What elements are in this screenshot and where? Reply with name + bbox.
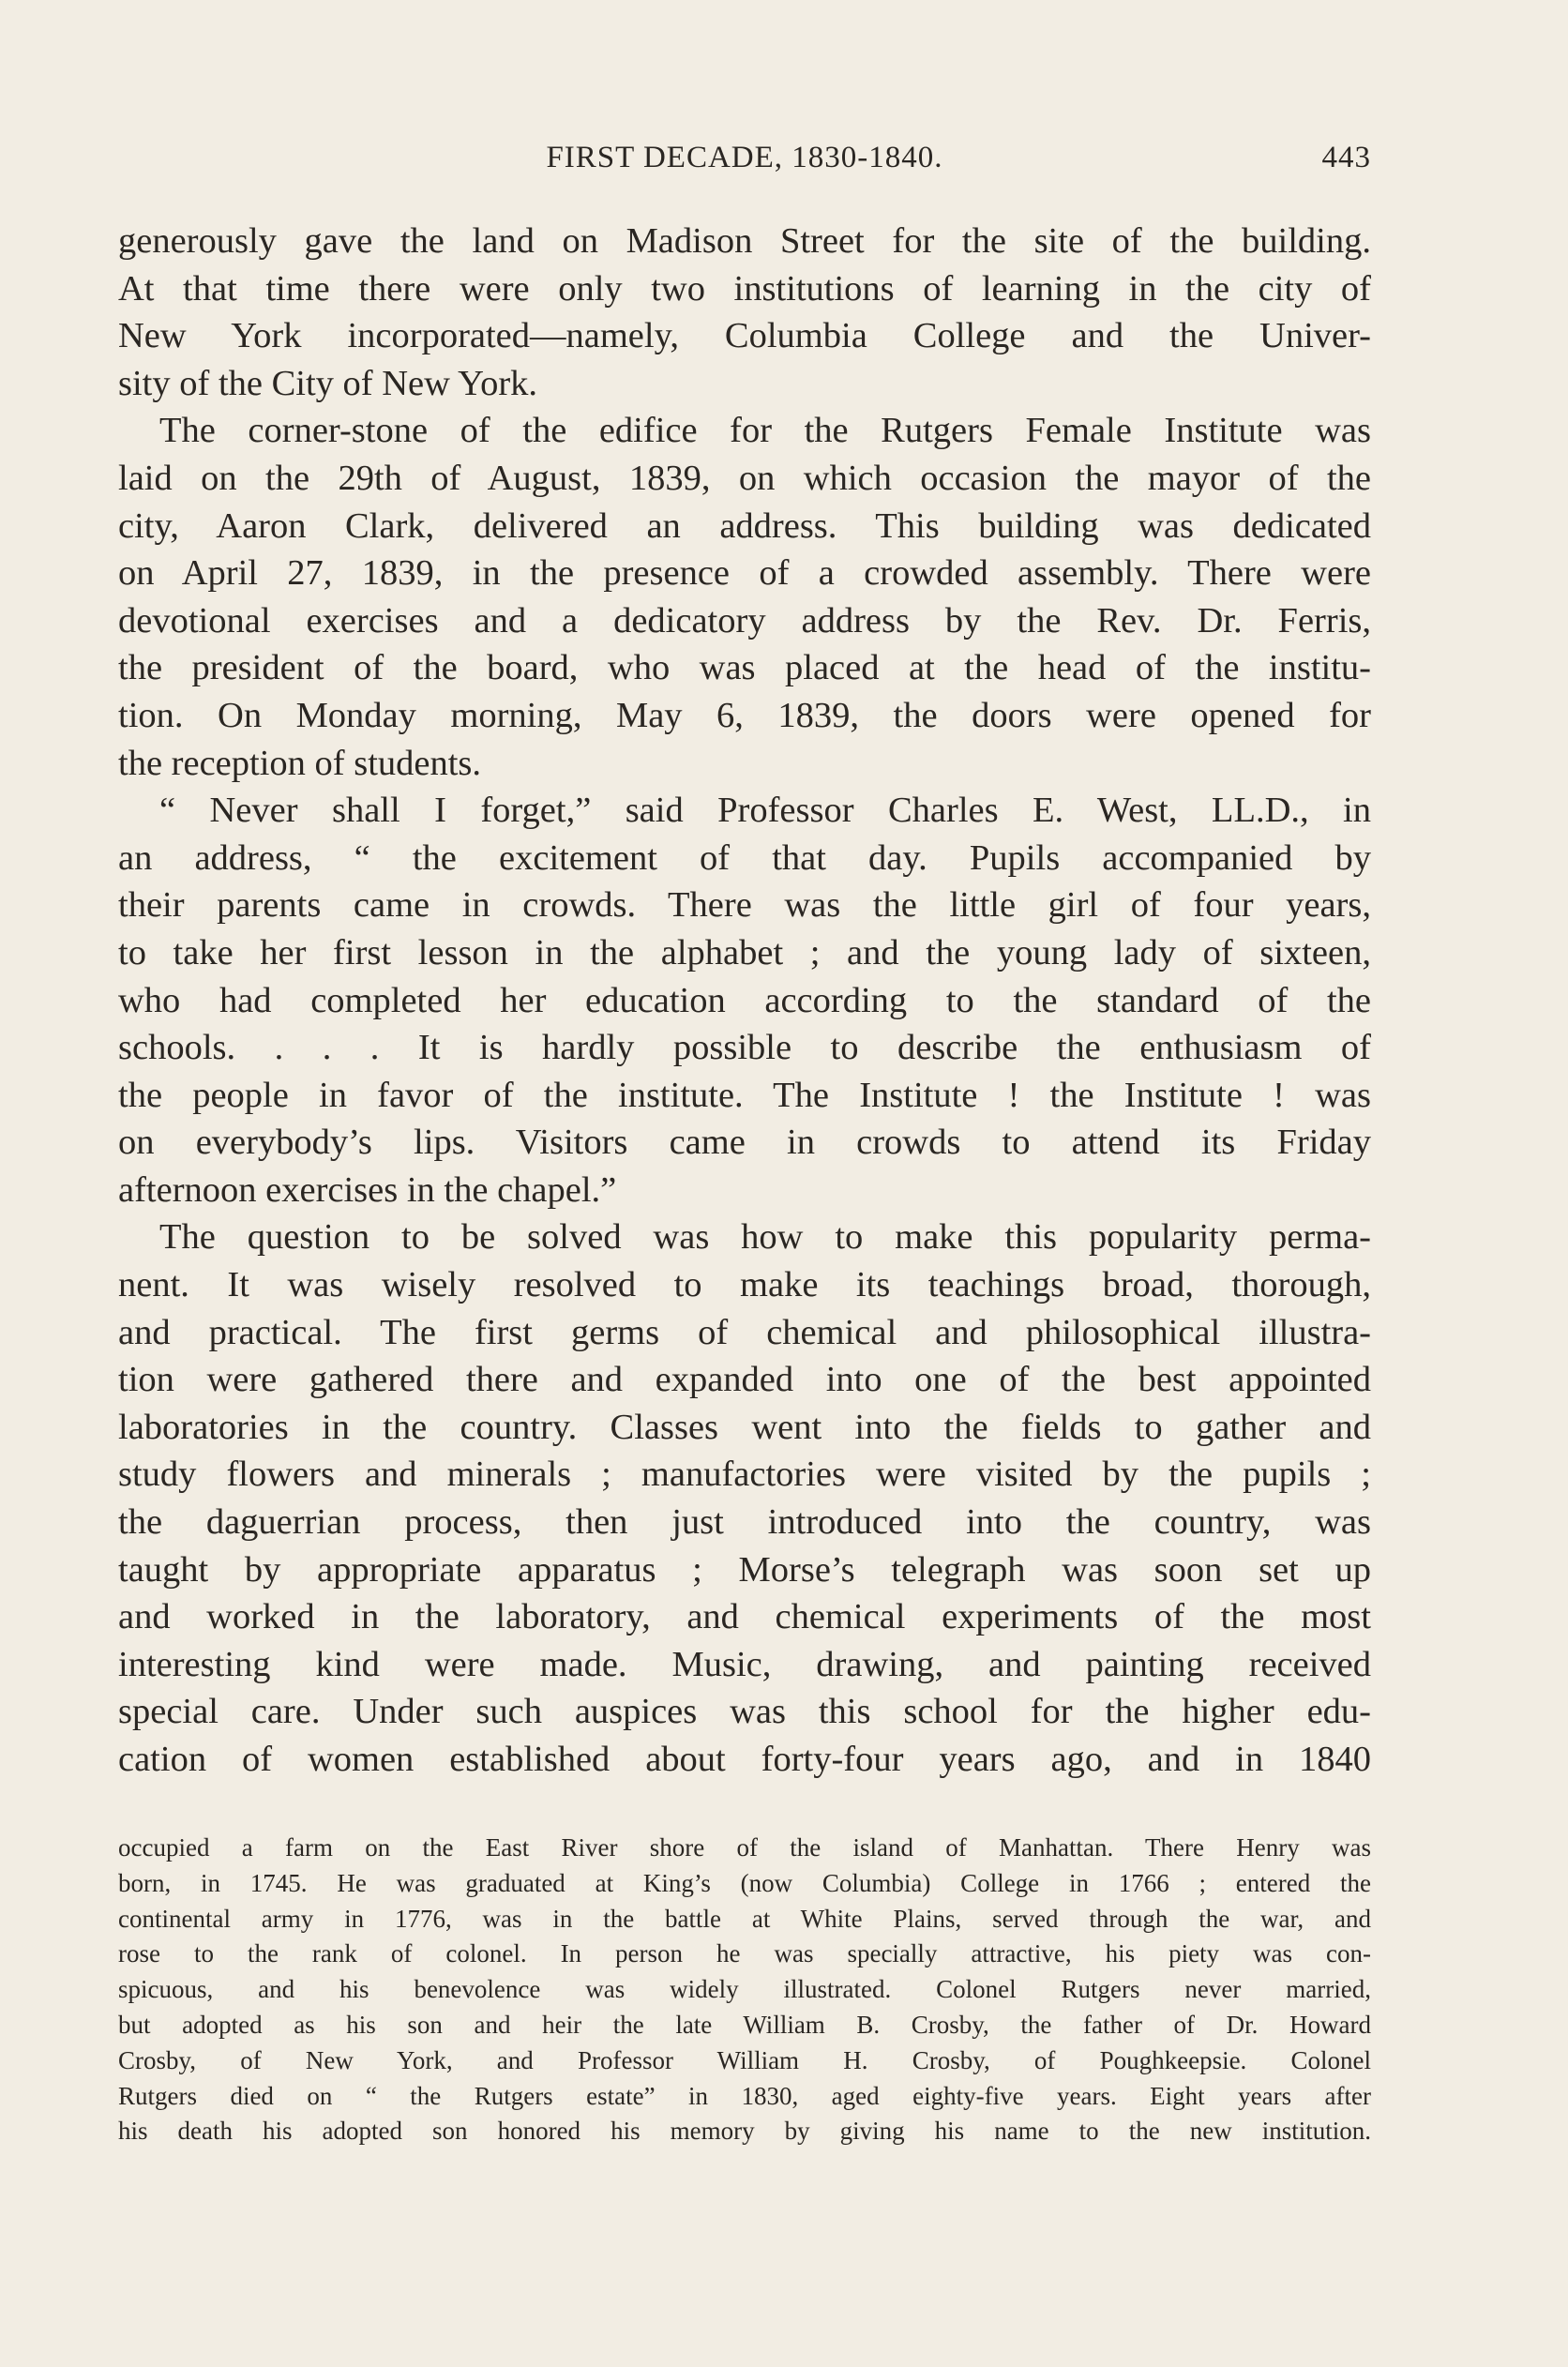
text-line: an address, “ the excitement of that day. Pupils accompanied by	[118, 837, 1371, 878]
text-line: “ Never shall I forget,” said Professor Charles E. West, LL.D., in	[159, 791, 1371, 831]
text-line: sity of the City of New York.	[118, 363, 538, 403]
footnote-line: rose to the rank of colonel. In person he was specially attractive, his piety was con-	[118, 1939, 1371, 1968]
text-line: city, Aaron Clark, delivered an address. This building was dedicated	[118, 505, 1371, 546]
running-head	[118, 141, 1371, 188]
text-line: study flowers and minerals ; manufactories were visited by the pupils ;	[118, 1455, 1371, 1495]
text-line: the president of the board, who was placed at the head of the institu-	[118, 648, 1371, 688]
footnote-line: Rutgers died on “ the Rutgers estate” in 1830, aged eighty-five years. Eight years after	[118, 2081, 1371, 2110]
text-line: the reception of students.	[118, 743, 482, 783]
text-line: generously gave the land on Madison Street for the site of the building.	[118, 221, 1371, 261]
text-line: devotional exercises and a dedicatory address by the Rev. Dr. Ferris,	[118, 600, 1371, 641]
text-line: on April 27, 1839, in the presence of a crowded assembly. There were	[118, 553, 1371, 594]
text-line: The question to be solved was how to make this popularity perma-	[159, 1217, 1371, 1258]
running-head-title: FIRST DECADE, 1830-1840.	[546, 141, 943, 174]
text-line: the people in favor of the institute. The Institute ! the Institute ! was	[118, 1075, 1371, 1115]
text-line: laid on the 29th of August, 1839, on which occasion the mayor of the	[118, 458, 1371, 498]
text-line: At that time there were only two institutions of learning in the city of	[118, 268, 1371, 309]
text-line: their parents came in crowds. There was the little girl of four years,	[118, 885, 1371, 926]
footnote-line: Crosby, of New York, and Professor William H. Crosby, of Poughkeepsie. Colonel	[118, 2045, 1371, 2074]
footnote-line: but adopted as his son and heir the late William B. Crosby, the father of Dr. Howard	[118, 2010, 1371, 2039]
text-line: and practical. The first germs of chemical and philosophical illustra-	[118, 1312, 1371, 1352]
text-line: and worked in the laboratory, and chemical experiments of the most	[118, 1597, 1371, 1637]
footnote-line: occupied a farm on the East River shore of the island of Manhattan. There Henry was	[118, 1833, 1371, 1862]
text-line: New York incorporated—namely, Columbia College and the Univer-	[118, 316, 1371, 356]
text-line: to take her first lesson in the alphabet ; and the young lady of sixteen,	[118, 932, 1371, 972]
text-line: cation of women established about forty-four years ago, and in 1840	[118, 1740, 1371, 1779]
text-line: tion. On Monday morning, May 6, 1839, the doors were opened for	[118, 695, 1371, 735]
text-line: special care. Under such auspices was this school for the higher edu-	[118, 1692, 1371, 1732]
text-line: tion were gathered there and expanded into one of the best appointed	[118, 1360, 1371, 1400]
text-line: nent. It was wisely resolved to make its teachings broad, thorough,	[118, 1265, 1371, 1305]
footnote-line: continental army in 1776, was in the battle at White Plains, served through the war, and	[118, 1904, 1371, 1933]
footnote-line: born, in 1745. He was graduated at King’s (now Columbia) College in 1766 ; entered the	[118, 1868, 1371, 1897]
text-line: laboratories in the country. Classes went into the fields to gather and	[118, 1407, 1371, 1447]
page-number: 443	[1321, 141, 1371, 174]
text-line: afternoon exercises in the chapel.”	[118, 1169, 617, 1210]
footnote-line: his death his adopted son honored his memory by giving his name to the new institution.	[118, 2117, 1371, 2146]
text-line: taught by appropriate apparatus ; Morse’s telegraph was soon set up	[118, 1549, 1371, 1590]
footnote	[118, 1831, 1371, 2149]
footnote-line: spicuous, and his benevolence was widely illustrated. Colonel Rutgers never married,	[118, 1975, 1371, 2004]
text-line: interesting kind were made. Music, drawing, and painting received	[118, 1644, 1371, 1684]
text-line: who had completed her education according to the standard of the	[118, 980, 1371, 1020]
text-line: on everybody’s lips. Visitors came in crowds to attend its Friday	[118, 1123, 1371, 1163]
text-line: the daguerrian process, then just introduced into the country, was	[118, 1502, 1371, 1543]
text-line: schools. . . . It is hardly possible to describe the enthusiasm of	[118, 1028, 1371, 1068]
text-line: The corner-stone of the edifice for the Rutgers Female Institute was	[159, 411, 1371, 451]
body-text	[118, 218, 1371, 1784]
